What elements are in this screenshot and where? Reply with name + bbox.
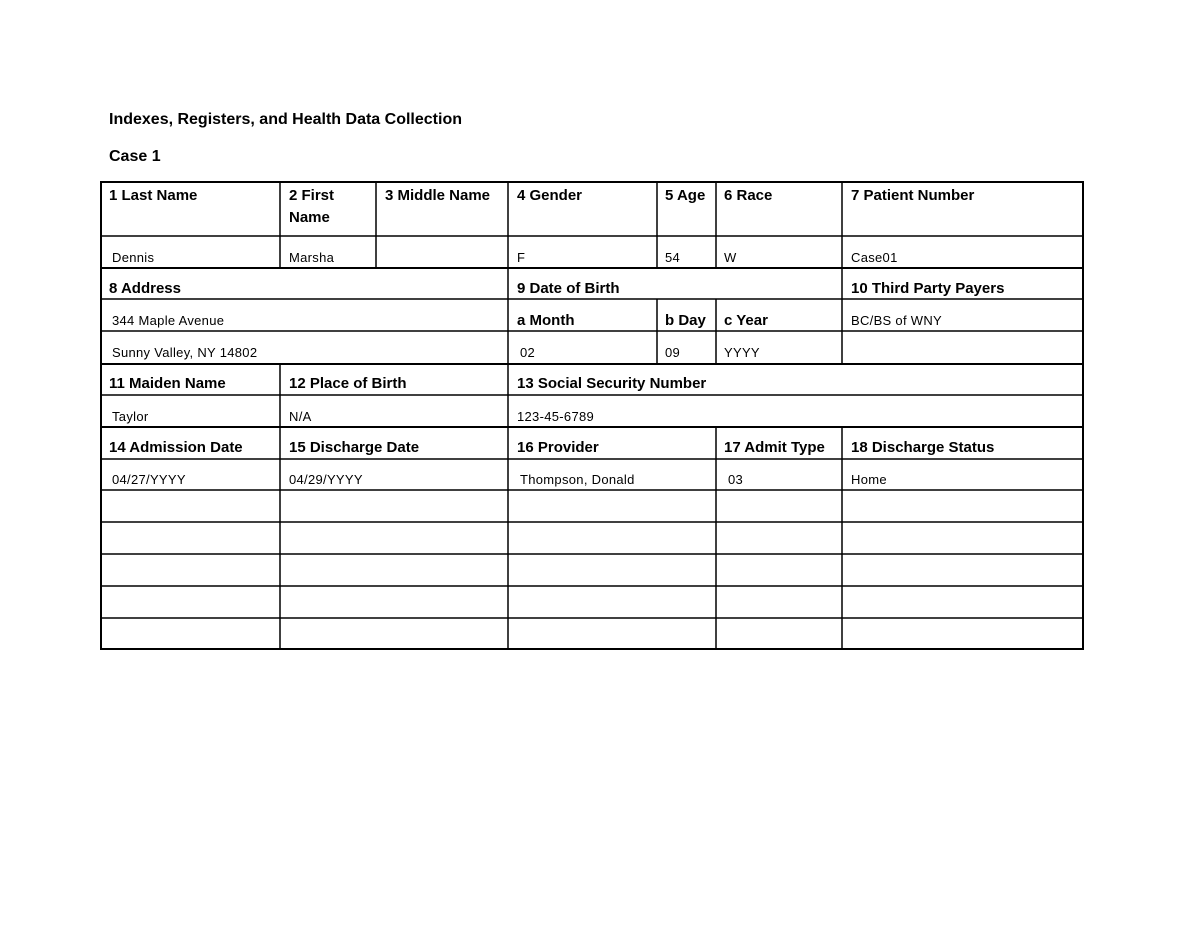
- case-label: Case 1: [109, 148, 161, 165]
- first-name-label: 2 First: [289, 187, 335, 204]
- place-of-birth-value[interactable]: N/A: [289, 409, 312, 424]
- patient-data-form: [100, 181, 1084, 650]
- dob-month-value[interactable]: 02: [520, 345, 536, 360]
- address-line2-value[interactable]: Sunny Valley, NY 14802: [112, 345, 258, 360]
- discharge-date-label: 15 Discharge Date: [289, 439, 420, 456]
- address-line1-value[interactable]: 344 Maple Avenue: [112, 313, 225, 328]
- admission-date-value[interactable]: 04/27/YYYY: [112, 472, 186, 487]
- provider-value[interactable]: Thompson, Donald: [520, 472, 635, 487]
- admission-date-label: 14 Admission Date: [109, 439, 243, 456]
- maiden-name-value[interactable]: Taylor: [112, 409, 149, 424]
- admit-type-label: 17 Admit Type: [724, 439, 825, 456]
- payer-value[interactable]: BC/BS of WNY: [851, 313, 943, 328]
- dob-day-value[interactable]: 09: [665, 345, 681, 360]
- patient-number-label: 7 Patient Number: [851, 187, 975, 204]
- age-label: 5 Age: [665, 187, 706, 204]
- date-of-birth-label: 9 Date of Birth: [517, 280, 620, 297]
- address-label: 8 Address: [109, 280, 181, 297]
- discharge-status-value[interactable]: Home: [851, 472, 887, 487]
- discharge-date-value[interactable]: 04/29/YYYY: [289, 472, 363, 487]
- ssn-value[interactable]: 123-45-6789: [517, 409, 595, 424]
- middle-name-label: 3 Middle Name: [385, 187, 491, 204]
- dob-month-label: a Month: [517, 312, 575, 329]
- gender-label: 4 Gender: [517, 187, 583, 204]
- document-title: Indexes, Registers, and Health Data Collection: [109, 111, 462, 128]
- race-label: 6 Race: [724, 187, 773, 204]
- dob-day-label: b Day: [665, 312, 706, 329]
- ssn-label: 13 Social Security Number: [517, 375, 707, 392]
- dob-year-label: c Year: [724, 312, 768, 329]
- age-value[interactable]: 54: [665, 250, 681, 265]
- dob-year-value[interactable]: YYYY: [724, 345, 760, 360]
- admit-type-value[interactable]: 03: [728, 472, 744, 487]
- discharge-status-label: 18 Discharge Status: [851, 439, 995, 456]
- third-party-payers-label: 10 Third Party Payers: [851, 280, 1005, 297]
- gender-value[interactable]: F: [517, 250, 526, 265]
- last-name-value[interactable]: Dennis: [112, 250, 155, 265]
- maiden-name-label: 11 Maiden Name: [109, 375, 226, 392]
- last-name-label: 1 Last Name: [109, 187, 198, 204]
- first-name-label-cont: Name: [289, 209, 330, 226]
- first-name-value[interactable]: Marsha: [289, 250, 335, 265]
- provider-label: 16 Provider: [517, 439, 599, 456]
- race-value[interactable]: W: [724, 250, 737, 265]
- patient-number-value[interactable]: Case01: [851, 250, 898, 265]
- place-of-birth-label: 12 Place of Birth: [289, 375, 407, 392]
